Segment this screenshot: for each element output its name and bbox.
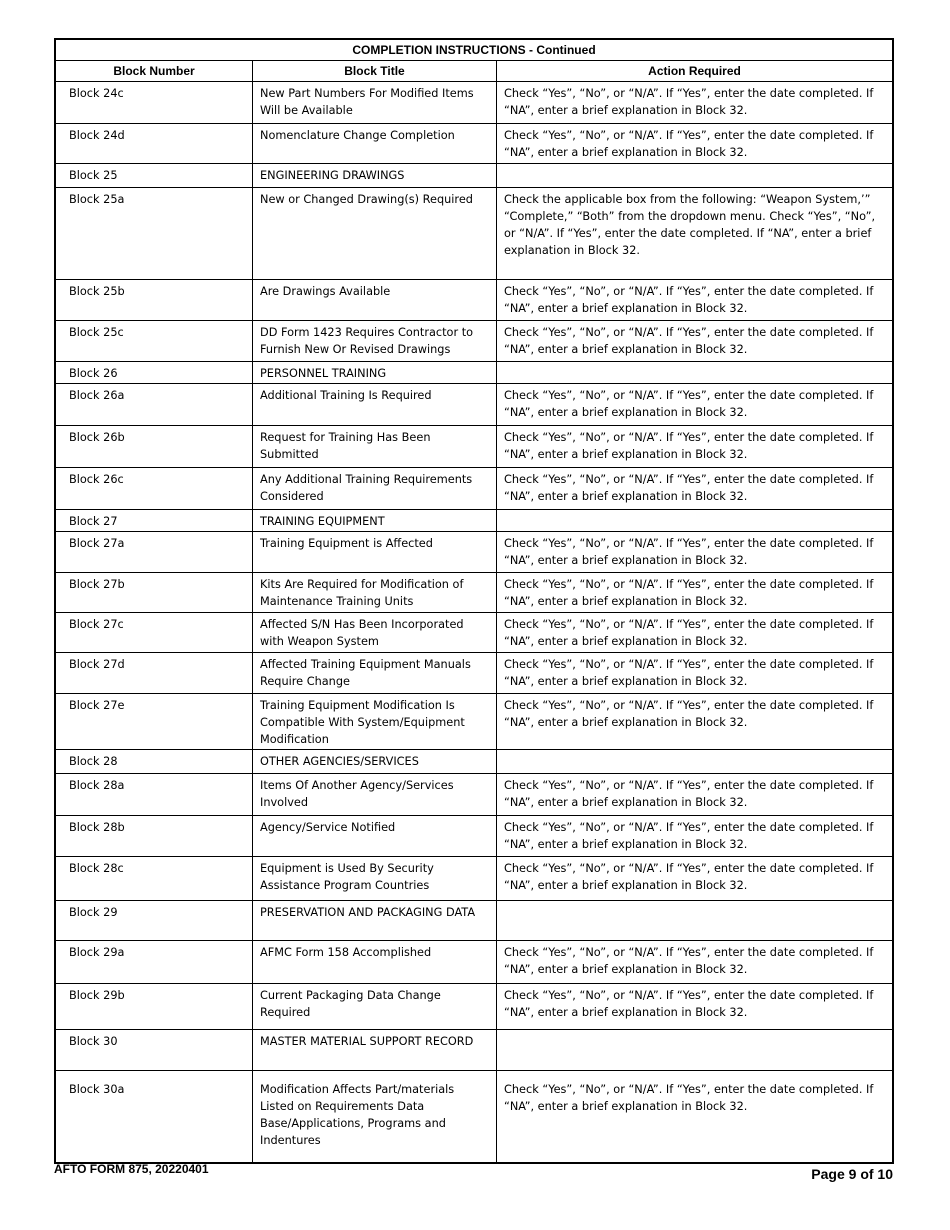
block-title-cell: New or Changed Drawing(s) Required [253, 188, 497, 279]
table-row [56, 362, 892, 384]
table-row [56, 188, 892, 280]
action-required-cell: Check “Yes”, “No”, or “N/A”. If “Yes”, enter the date completed. If “NA”, enter a brief explanation in Block 32. [504, 431, 874, 461]
block-number-cell: Block 28c [56, 857, 253, 900]
block-title-cell: PRESERVATION AND PACKAGING DATA [253, 901, 497, 940]
table-row [56, 774, 892, 816]
table-row [56, 816, 892, 857]
table-row [56, 573, 892, 613]
action-required-cell [497, 901, 892, 940]
block-title-cell: Affected Training Equipment Manuals Require Change [253, 653, 497, 693]
block-title-cell: New Part Numbers For Modified Items Will be Available [253, 82, 497, 123]
block-title-cell: Kits Are Required for Modification of Maintenance Training Units [253, 573, 497, 612]
block-title-cell: Items Of Another Agency/Services Involved [253, 774, 497, 815]
block-title-cell: PERSONNEL TRAINING [253, 362, 497, 383]
block-number-cell: Block 27c [56, 613, 253, 652]
action-required-cell: Check “Yes”, “No”, or “N/A”. If “Yes”, enter the date completed. If “NA”, enter a brief explanation in Block 32. [504, 129, 874, 159]
action-required-cell: Check “Yes”, “No”, or “N/A”. If “Yes”, enter the date completed. If “NA”, enter a brief explanation in Block 32. [504, 779, 874, 809]
block-number-cell: Block 26 [56, 362, 253, 383]
action-required-cell: Check “Yes”, “No”, or “N/A”. If “Yes”, enter the date completed. If “NA”, enter a brief explanation in Block 32. [504, 87, 874, 117]
block-title-cell: Are Drawings Available [253, 280, 497, 320]
action-required-cell: Check “Yes”, “No”, or “N/A”. If “Yes”, enter the date completed. If “NA”, enter a brief explanation in Block 32. [504, 946, 874, 976]
action-required-cell [497, 362, 892, 383]
block-title-cell: Any Additional Training Requirements Considered [253, 468, 497, 509]
block-title-cell: TRAINING EQUIPMENT [253, 510, 497, 531]
table-row [56, 532, 892, 573]
block-number-cell: Block 28a [56, 774, 253, 815]
action-required-cell [497, 164, 892, 187]
block-number-cell: Block 24c [56, 82, 253, 123]
block-number-cell: Block 25 [56, 164, 253, 187]
action-required-cell: Check “Yes”, “No”, or “N/A”. If “Yes”, enter the date completed. If “NA”, enter a brief explanation in Block 32. [504, 578, 874, 608]
block-number-cell: Block 25a [56, 188, 253, 279]
action-required-cell [497, 1030, 892, 1070]
action-required-cell: Check “Yes”, “No”, or “N/A”. If “Yes”, enter the date completed. If “NA”, enter a brief explanation in Block 32. [504, 537, 874, 567]
table-row [56, 613, 892, 653]
block-number-cell: Block 29 [56, 901, 253, 940]
table-row [56, 510, 892, 532]
table-row [56, 384, 892, 426]
table-title: COMPLETION INSTRUCTIONS - Continued [56, 40, 892, 61]
block-title-cell: Additional Training Is Required [253, 384, 497, 425]
action-required-cell: Check “Yes”, “No”, or “N/A”. If “Yes”, enter the date completed. If “NA”, enter a brief explanation in Block 32. [504, 989, 874, 1019]
block-title-cell: Agency/Service Notified [253, 816, 497, 856]
column-header-action-required: Action Required [648, 64, 741, 78]
action-required-cell: Check “Yes”, “No”, or “N/A”. If “Yes”, enter the date completed. If “NA”, enter a brief explanation in Block 32. [504, 658, 874, 688]
block-number-cell: Block 27 [56, 510, 253, 531]
block-title-cell: Training Equipment is Affected [253, 532, 497, 572]
action-required-cell: Check “Yes”, “No”, or “N/A”. If “Yes”, enter the date completed. If “NA”, enter a brief explanation in Block 32. [504, 1083, 874, 1113]
block-title-cell: Training Equipment Modification Is Compatible With System/Equipment Modification [253, 694, 497, 749]
block-number-cell: Block 29a [56, 941, 253, 983]
block-title-cell: MASTER MATERIAL SUPPORT RECORD [253, 1030, 497, 1070]
block-number-cell: Block 27a [56, 532, 253, 572]
block-title-cell: Current Packaging Data Change Required [253, 984, 497, 1029]
table-row [56, 124, 892, 164]
column-header-block-title: Block Title [253, 61, 497, 81]
block-number-cell: Block 28 [56, 750, 253, 773]
block-title-cell: Request for Training Has Been Submitted [253, 426, 497, 467]
action-required-cell: Check “Yes”, “No”, or “N/A”. If “Yes”, enter the date completed. If “NA”, enter a brief explanation in Block 32. [504, 862, 874, 892]
form-identifier: AFTO FORM 875, 20220401 [54, 1162, 209, 1176]
table-row [56, 321, 892, 362]
table-row [56, 694, 892, 750]
block-title-cell: Equipment is Used By Security Assistance Program Countries [253, 857, 497, 900]
action-required-cell: Check “Yes”, “No”, or “N/A”. If “Yes”, enter the date completed. If “NA”, enter a brief explanation in Block 32. [504, 821, 874, 851]
column-header-block-number: Block Number [56, 61, 253, 81]
action-required-cell: Check “Yes”, “No”, or “N/A”. If “Yes”, enter the date completed. If “NA”, enter a brief explanation in Block 32. [504, 699, 874, 729]
block-number-cell: Block 30a [56, 1071, 253, 1162]
table-body [56, 82, 892, 1162]
block-number-cell: Block 27d [56, 653, 253, 693]
block-title-cell: Modification Affects Part/materials Listed on Requirements Data Base/Applications, Programs and Indentures [253, 1071, 497, 1162]
instructions-table [54, 38, 894, 1164]
table-row [56, 750, 892, 774]
table-row [56, 984, 892, 1030]
block-number-cell: Block 27b [56, 573, 253, 612]
action-required-cell: Check “Yes”, “No”, or “N/A”. If “Yes”, enter the date completed. If “NA”, enter a brief explanation in Block 32. [504, 285, 874, 315]
block-number-cell: Block 25b [56, 280, 253, 320]
action-required-cell: Check “Yes”, “No”, or “N/A”. If “Yes”, enter the date completed. If “NA”, enter a brief explanation in Block 32. [504, 473, 874, 503]
table-row [56, 82, 892, 124]
action-required-cell [497, 510, 892, 531]
block-title-cell: DD Form 1423 Requires Contractor to Furnish New Or Revised Drawings [253, 321, 497, 361]
block-title-cell: AFMC Form 158 Accomplished [253, 941, 497, 983]
table-row [56, 280, 892, 321]
table-row [56, 857, 892, 901]
block-number-cell: Block 28b [56, 816, 253, 856]
block-number-cell: Block 25c [56, 321, 253, 361]
block-title-cell: ENGINEERING DRAWINGS [253, 164, 497, 187]
block-number-cell: Block 24d [56, 124, 253, 163]
table-row [56, 941, 892, 984]
table-row [56, 1071, 892, 1162]
action-required-cell: Check “Yes”, “No”, or “N/A”. If “Yes”, enter the date completed. If “NA”, enter a brief explanation in Block 32. [504, 326, 874, 356]
action-required-cell [497, 750, 892, 773]
block-title-cell: Affected S/N Has Been Incorporated with Weapon System [253, 613, 497, 652]
table-row [56, 1030, 892, 1071]
block-title-cell: Nomenclature Change Completion [253, 124, 497, 163]
block-number-cell: Block 30 [56, 1030, 253, 1070]
block-title-cell: OTHER AGENCIES/SERVICES [253, 750, 497, 773]
block-number-cell: Block 26c [56, 468, 253, 509]
column-header-row [56, 61, 892, 82]
action-required-cell: Check the applicable box from the following: “Weapon System,’” “Complete,” “Both” from the dropdown menu. Check “Yes”, “No”, or “N/A”. If “Yes”, enter the date completed. If “NA”, enter a brief explanation in Block 32. [504, 193, 876, 257]
block-number-cell: Block 26b [56, 426, 253, 467]
page-number: Page 9 of 10 [811, 1166, 893, 1182]
table-row [56, 901, 892, 941]
table-row [56, 164, 892, 188]
table-row [56, 653, 892, 694]
table-row [56, 426, 892, 468]
block-number-cell: Block 29b [56, 984, 253, 1029]
action-required-cell: Check “Yes”, “No”, or “N/A”. If “Yes”, enter the date completed. If “NA”, enter a brief explanation in Block 32. [504, 618, 874, 648]
table-row [56, 468, 892, 510]
block-number-cell: Block 27e [56, 694, 253, 749]
action-required-cell: Check “Yes”, “No”, or “N/A”. If “Yes”, enter the date completed. If “NA”, enter a brief explanation in Block 32. [504, 389, 874, 419]
block-number-cell: Block 26a [56, 384, 253, 425]
